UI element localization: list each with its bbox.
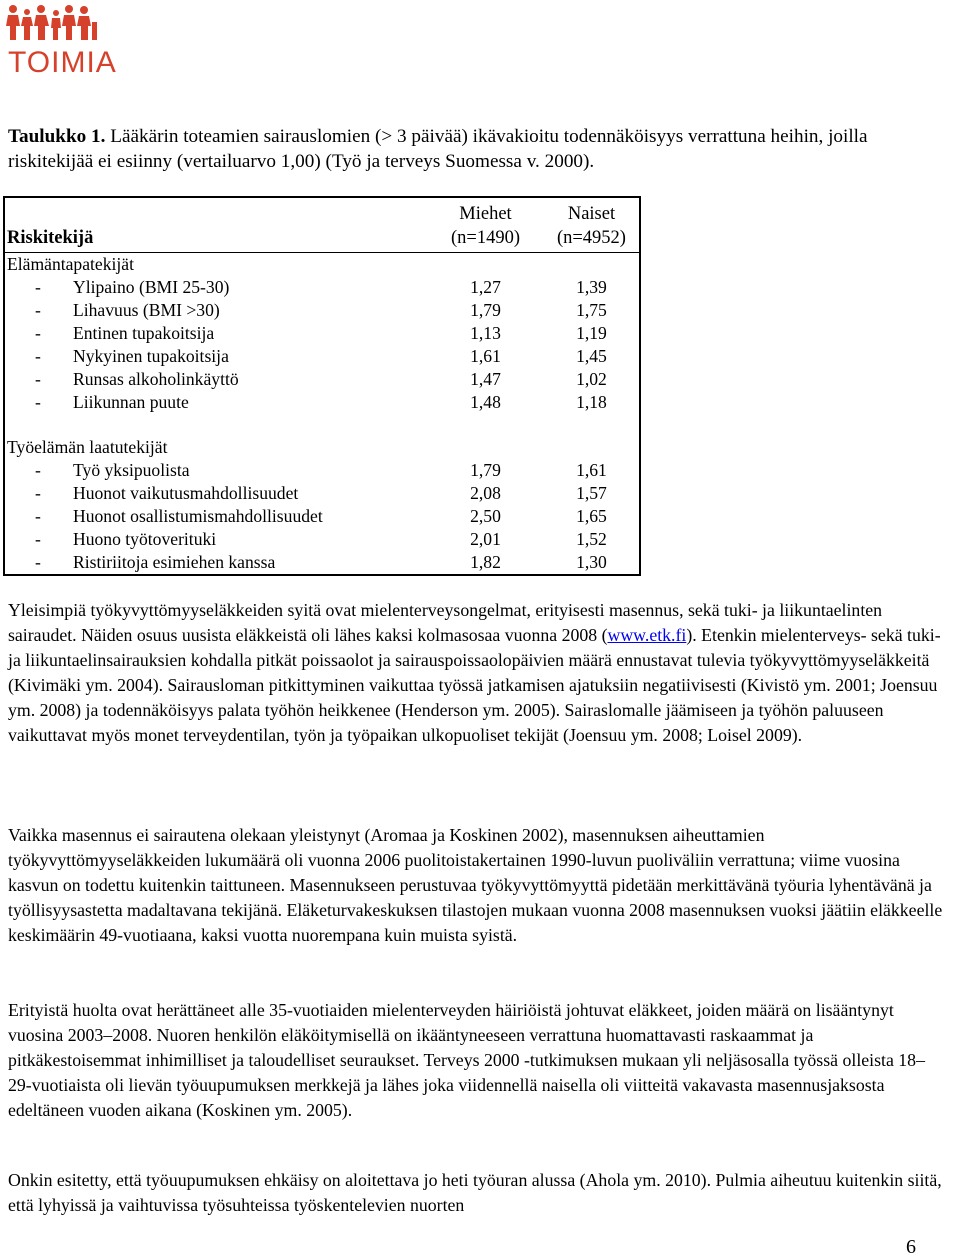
value-men: 1,48 bbox=[470, 392, 501, 412]
table-row bbox=[4, 391, 640, 414]
table-row bbox=[4, 482, 640, 505]
dash: - bbox=[35, 346, 41, 366]
value-men: 1,47 bbox=[470, 369, 501, 389]
row-label: Työ yksipuolista bbox=[73, 460, 190, 480]
group-row bbox=[4, 253, 640, 277]
value-men: 1,79 bbox=[470, 300, 501, 320]
value-women: 1,19 bbox=[576, 323, 607, 343]
value-women: 1,57 bbox=[576, 483, 607, 503]
paragraph-3: Erityistä huolta ovat herättäneet alle 35-vuotiaiden mielenterveyden häiriöistä johtuvat eläkkeet, joiden määrä on lisääntynyt vuosina 2003–2008. Nuoren henkilön eläköitymisellä on ikääntyneeseen verrattuna huomattavasti raskaammat ja pitkäkestoisemmat inhimilliset ja taloudelliset seuraukset. Terveys 2000 -tutkimuksen mukaan yli neljäsosalla työssä olleista 18–29-vuotiaista oli lievän työuupumuksen merkkejä ja lähes joka viidennellä naisella oli viitteitä vakavasta masennusjaksosta edeltäneen vuoden aikana (Koskinen ym. 2005). bbox=[8, 1000, 925, 1120]
table-row bbox=[4, 299, 640, 322]
dash: - bbox=[35, 369, 41, 389]
table-caption bbox=[8, 124, 938, 174]
table-row bbox=[4, 276, 640, 299]
group-title: Työelämän laatutekijät bbox=[7, 437, 168, 457]
table-row bbox=[4, 551, 640, 575]
value-women: 1,45 bbox=[576, 346, 607, 366]
risk-factor-table bbox=[3, 196, 641, 576]
header-women bbox=[544, 197, 640, 253]
value-women: 1,61 bbox=[576, 460, 607, 480]
dash: - bbox=[35, 277, 41, 297]
dash: - bbox=[35, 552, 41, 572]
value-men: 1,27 bbox=[470, 277, 501, 297]
table-row bbox=[4, 322, 640, 345]
value-women: 1,30 bbox=[576, 552, 607, 572]
row-label: Huonot osallistumismahdollisuudet bbox=[73, 506, 323, 526]
header-women-n: (n=4952) bbox=[556, 228, 626, 248]
page-number: 6 bbox=[906, 1236, 916, 1258]
value-men: 2,50 bbox=[470, 506, 501, 526]
group-row bbox=[4, 436, 640, 459]
row-label: Liikunnan puute bbox=[73, 392, 189, 412]
value-women: 1,39 bbox=[576, 277, 607, 297]
value-men: 2,01 bbox=[470, 529, 501, 549]
value-women: 1,18 bbox=[576, 392, 607, 412]
people-figures-icon bbox=[6, 4, 98, 42]
dash: - bbox=[35, 506, 41, 526]
header-men bbox=[427, 197, 544, 253]
dash: - bbox=[35, 323, 41, 343]
table-row bbox=[4, 459, 640, 482]
dash: - bbox=[35, 483, 41, 503]
dash: - bbox=[35, 529, 41, 549]
dash: - bbox=[35, 392, 41, 412]
header-men-n: (n=1490) bbox=[451, 228, 521, 248]
value-men: 1,13 bbox=[470, 323, 501, 343]
header-women-title: Naiset bbox=[567, 204, 616, 224]
row-label: Ristiriitoja esimiehen kanssa bbox=[73, 552, 276, 572]
row-label: Nykyinen tupakoitsija bbox=[73, 346, 229, 366]
paragraph-1-text-cont: ). Etenkin mielenterveys- sekä tuki- ja liikuntaelinsairauksien kohdalla pitkät poissaolot ja sairauspoissaolopäivien määrä ennustavat tulevia työkyvyttömyyseläkkeitä (Kivimäki ym. 2004). Sairausloman pitkittyminen vaikuttaa työssä jatkamisen ajatuksiin negatiivisesti (Kivistö ym. 2001; Joensuu ym. 2008) ja todennäköisyys palata työhön heikkenee (Henderson ym. 2005). Sairaslomalle jäämiseen ja työhön paluuseen vaikuttavat myös monet terveydentilan, työn ja työpaikan ulkopuoliset tekijät (Joensuu ym. 2008; Loisel 2009). bbox=[8, 625, 941, 745]
paragraph-2: Vaikka masennus ei sairautena olekaan yleistynyt (Aromaa ja Koskinen 2002), masennuksen aiheuttamien työkyvyttömyyseläkkeiden lukumäärä oli vuonna 2006 puolitoistakertainen 1990-luvun puoliväliin verrattuna; viime vuosina kasvun on todettu kuitenkin taittuneen. Masennukseen perustuvaa työkyvyttömyyttä pidetään merkittävänä työuria lyhentävänä ja työllisyysastetta madaltavana tekijänä. Eläketurvakeskuksen tilastojen mukaan vuonna 2008 masennuksen vuoksi jäätiin eläkkeelle keskimäärin 49-vuotiaana, kaksi vuotta nuorempana kuin muista syistä. bbox=[8, 825, 943, 945]
row-label: Runsas alkoholinkäyttö bbox=[73, 369, 239, 389]
toimia-logo bbox=[6, 4, 117, 80]
paragraph-1-text: Yleisimpiä työkyvyttömyyseläkkeiden syitä ovat mielenterveysongelmat, erityisesti masennus, sekä tuki- ja liikuntaelinten sairaudet. Näiden osuus uusista eläkkeistä oli lähes kaksi kolmasosaa vuonna 2008 ( bbox=[8, 600, 883, 645]
row-label: Entinen tupakoitsija bbox=[73, 323, 215, 343]
caption-label: Taulukko 1. bbox=[8, 126, 106, 147]
dash: - bbox=[35, 300, 41, 320]
value-men: 1,82 bbox=[470, 552, 501, 572]
value-men: 1,79 bbox=[470, 460, 501, 480]
group-title: Elämäntapatekijät bbox=[7, 254, 135, 274]
value-men: 1,61 bbox=[470, 346, 501, 366]
table-row bbox=[4, 505, 640, 528]
row-label: Lihavuus (BMI >30) bbox=[73, 300, 220, 320]
header-risk-factor: Riskitekijä bbox=[4, 197, 427, 253]
table-row bbox=[4, 368, 640, 391]
logo-wordmark: TOIMIA bbox=[8, 46, 117, 79]
header-men-title: Miehet bbox=[459, 204, 512, 224]
table-row bbox=[4, 528, 640, 551]
value-women: 1,02 bbox=[576, 369, 607, 389]
table-header-row bbox=[4, 197, 640, 253]
caption-text: Lääkärin toteamien sairauslomien (> 3 päivää) ikävakioitu todennäköisyys verrattuna heihin, joilla riskitekijää ei esiinny (vertailuarvo 1,00) (Työ ja terveys Suomessa v. 2000). bbox=[8, 126, 868, 172]
paragraph-1 bbox=[8, 598, 943, 748]
row-label: Huonot vaikutusmahdollisuudet bbox=[73, 483, 299, 503]
etk-link[interactable]: www.etk.fi bbox=[607, 625, 687, 645]
value-men: 2,08 bbox=[470, 483, 501, 503]
paragraph-4: Onkin esitetty, että työuupumuksen ehkäisy on aloitettava jo heti työuran alussa (Ahola ym. 2010). Pulmia aiheutuu kuitenkin siitä, että lyhyissä ja vaihtuvissa työsuhteissa työskentelevien nuorten bbox=[8, 1170, 942, 1215]
value-women: 1,52 bbox=[576, 529, 607, 549]
table-row bbox=[4, 345, 640, 368]
row-label: Huono työtoverituki bbox=[73, 529, 217, 549]
row-label: Ylipaino (BMI 25-30) bbox=[73, 277, 230, 297]
spacer-row bbox=[4, 414, 640, 436]
value-women: 1,75 bbox=[576, 300, 607, 320]
value-women: 1,65 bbox=[576, 506, 607, 526]
dash: - bbox=[35, 460, 41, 480]
